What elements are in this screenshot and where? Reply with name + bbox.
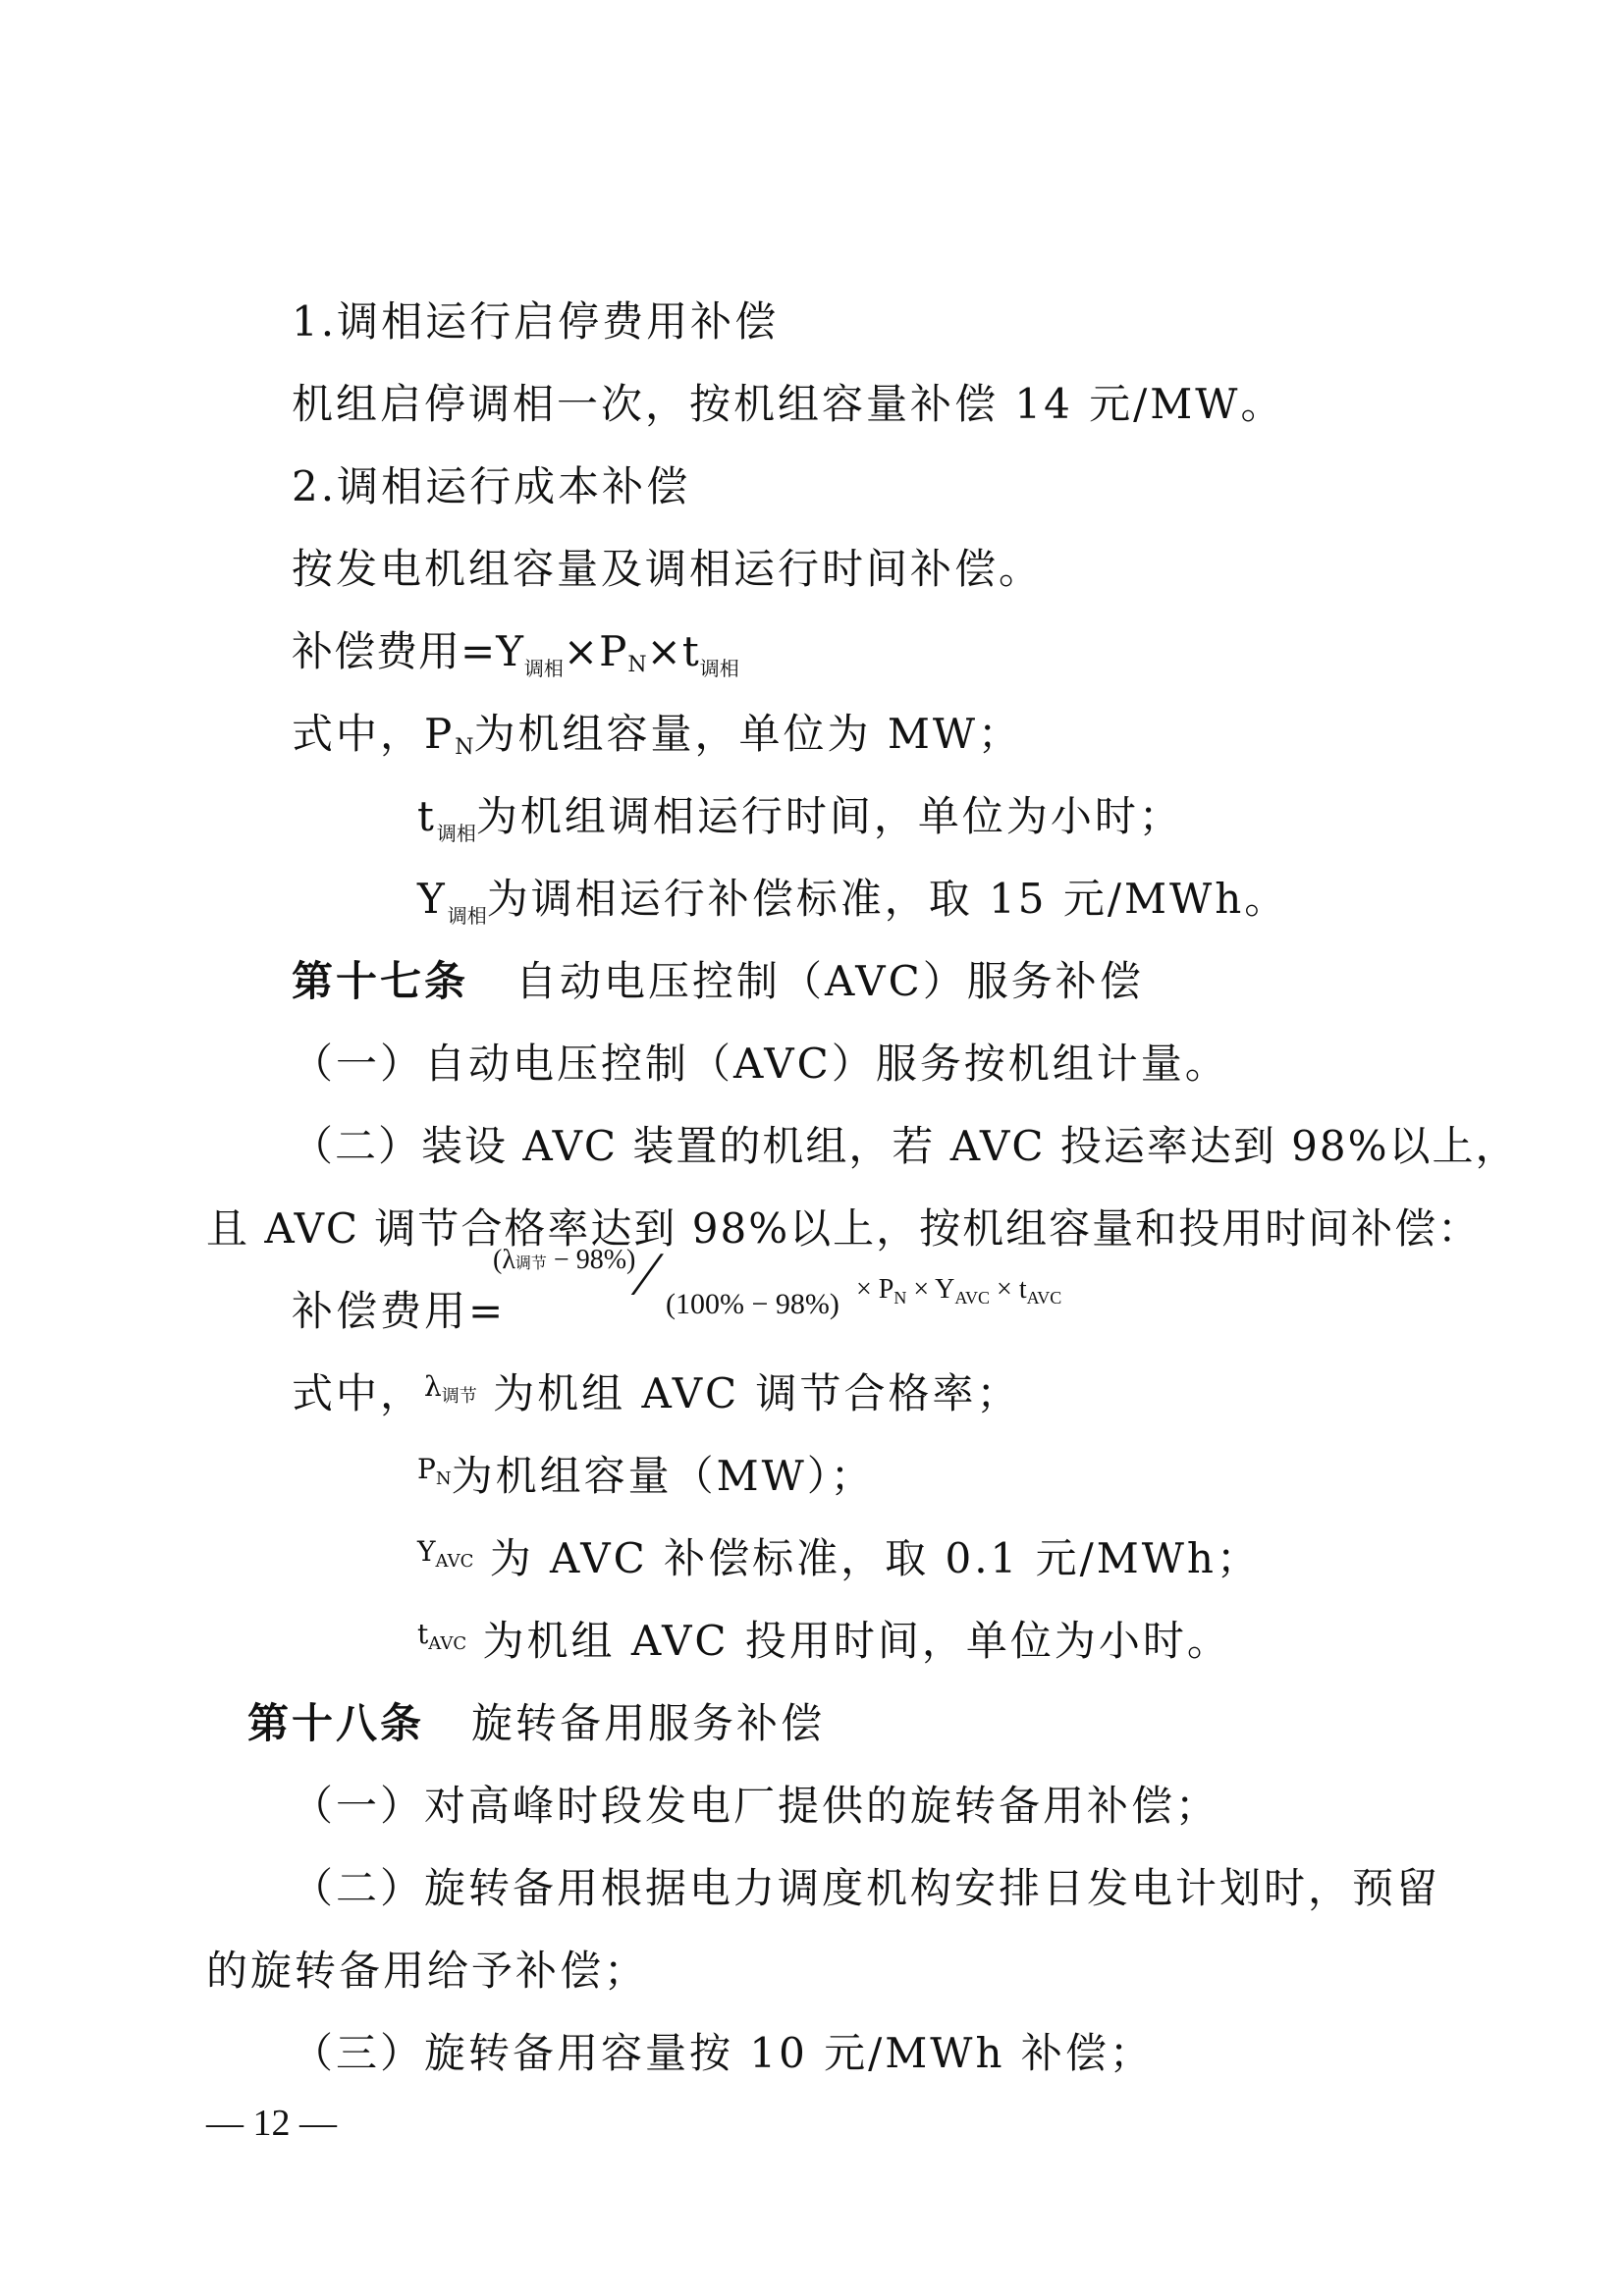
formula-tiaoxiang [292,626,739,685]
article-title: 自动电压控制（AVC）服务补偿 [515,957,1144,1005]
definition-text: 为调相运行补偿标准，取 15 元/MWh。 [486,875,1289,923]
definition-var: P [417,1453,436,1485]
definition-text: 为机组容量（MW）； [451,1452,875,1500]
formula-label: 补偿费用=Y [292,627,524,675]
definition-text: 为 AVC 补偿标准，取 0.1 元/MWh； [473,1534,1261,1582]
formula-avc-slash: ⁄ [642,1239,653,1308]
definition-pn-avc [417,1451,875,1511]
definition-subscript: 调节 [441,1386,477,1407]
article-title: 旋转备用服务补偿 [471,1699,826,1747]
article-17-item-2-cont: 且 AVC 调节合格率达到 98%以上，按机组容量和投用时间补偿： [206,1204,1482,1253]
article-18-heading [247,1698,825,1749]
definition-pn [292,709,1022,768]
item-1-text: 机组启停调相一次，按机组容量补偿 14 元/MW。 [292,380,1285,428]
definition-subscript: AVC [435,1551,474,1572]
definition-lambda [292,1368,1021,1428]
formula-avc-denominator: (100% − 98%) [666,1288,839,1320]
definition-y [417,874,1288,932]
definition-var: t [417,1618,429,1650]
definition-t [417,791,1183,849]
definition-text: 为机组 AVC 投用时间，单位为小时。 [466,1617,1231,1665]
definition-subscript: 调相 [436,822,476,845]
item-1-heading: 1.调相运行启停费用补偿 [292,297,780,346]
definition-var: t [417,792,437,840]
definition-var: Y [417,1535,436,1568]
page-number: — 12 — [206,2103,337,2144]
article-17-heading [292,956,1144,1007]
formula-term: ×t [646,627,700,675]
definition-subscript: N [435,1468,452,1489]
definition-var: Y [417,875,448,923]
article-17-item-1: （一）自动电压控制（AVC）服务按机组计量。 [292,1040,1229,1088]
formula-avc-numerator: (λ调节 − 98%) [493,1245,636,1275]
item-2-text: 按发电机组容量及调相运行时间补偿。 [292,545,1044,593]
article-18-item-2: （二）旋转备用根据电力调度机构安排日发电计划时，预留 [292,1864,1441,1912]
definition-text: 为机组 AVC 调节合格率； [476,1369,1021,1417]
formula-subscript: 调相 [523,657,564,680]
article-18-item-3: （三）旋转备用容量按 10 元/MWh 补偿； [292,2029,1154,2077]
article-18-item-1: （一）对高峰时段发电厂提供的旋转备用补偿； [292,1782,1220,1830]
item-2-heading: 2.调相运行成本补偿 [292,462,691,510]
definition-y-avc [417,1533,1261,1593]
formula-term: ×P [563,627,628,675]
definition-t-avc [417,1616,1231,1676]
definition-prefix: 式中， [292,1369,425,1417]
article-number: 第十七条 [292,957,469,1005]
definition-subscript: AVC [428,1633,467,1654]
formula-subscript: 调相 [699,657,739,680]
definition-var: λ [424,1370,442,1403]
definition-prefix: 式中，P [292,710,456,758]
definition-text: 为机组调相运行时间，单位为小时； [475,792,1183,840]
article-17-item-2: （二）装设 AVC 装置的机组，若 AVC 投运率达到 98%以上， [292,1122,1519,1170]
definition-subscript: N [455,735,474,760]
definition-text: 为机组容量，单位为 MW； [473,710,1023,758]
article-18-item-2-cont: 的旋转备用给予补偿； [206,1947,649,1995]
formula-avc-terms: × $P_N \times Y_{AVC} \times t_{AVC}$ [856,1274,1062,1308]
definition-subscript: 调相 [447,904,487,928]
formula-avc-label: 补偿费用= [292,1287,507,1335]
formula-subscript: N [627,653,647,677]
article-number: 第十八条 [247,1699,425,1747]
